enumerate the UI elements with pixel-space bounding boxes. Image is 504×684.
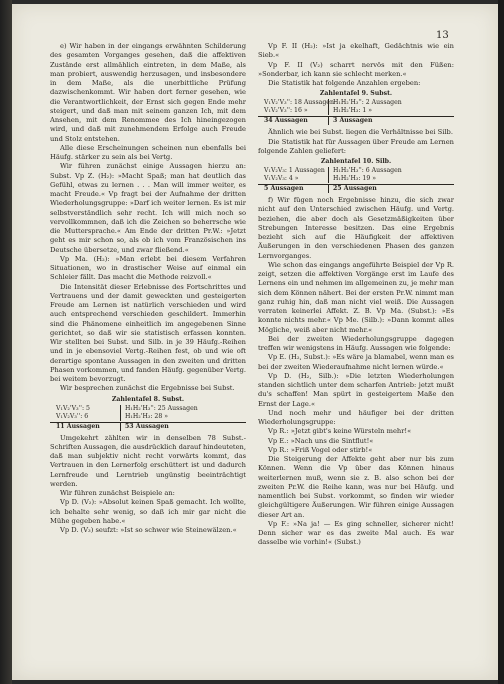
table-cell: V₁V₂V₃'': 6 (56, 412, 89, 420)
table-cell: V₁V₂'V₃'': 16 » (264, 107, 308, 115)
table-sum-row (258, 116, 454, 125)
paragraph: Wir führen zunächst Beispiele an: (60, 489, 175, 497)
paragraph: Vp E. (H₂, Subst.): »Es wäre ja blamabel, wenn man es bei der zweiten Wiederaufnahme nicht lernen würde.« (258, 353, 454, 371)
document-page (12, 4, 498, 680)
table-sum: 34 Aussagen (264, 117, 308, 125)
table-row (50, 413, 246, 421)
table-zahlentafel-10 (258, 158, 454, 193)
table-cell: H₁H₂'H₃'': 25 Aussagen (120, 405, 215, 413)
table-sum: 25 Aussagen (328, 185, 423, 193)
paragraph: Vp D. (V₃) seufzt: »Ist so schwer wie Steinewälzen.« (60, 526, 237, 534)
left-column (50, 42, 246, 535)
scan-right-edge (498, 0, 504, 684)
table-cell: H₁H₂'H₃: 19 » (328, 175, 423, 183)
table-zahlentafel-9 (258, 90, 454, 125)
table-cell: H₁H₂'H₃'': 6 Aussagen (328, 167, 423, 175)
table-cell: V₁V₂'V₃'': 18 Aussagen (264, 99, 334, 107)
table-cell: V₁V₂V₃: 4 » (264, 175, 299, 182)
table-sum: 5 Aussagen (264, 185, 304, 192)
table-row (258, 107, 454, 115)
paragraph: Vp R.: »Friß Vogel oder stirb!« (268, 445, 373, 454)
paragraph: e) Wir haben in der eingangs erwähnten Schilderung des gesamten Vorganges gesehen, daß die affektiven Zustände erst allmählich eintreten, in dem Maße, als man probiert, auswendig herzusagen, und insbesondere in dem Maße, als die unerbittliche Prüfung dazwischenkommt. Wir haben dort ferner gesehen, wie die Verantwortlichkeit, der Ernst sich gegen Ende mehr steigert, und daß man mit seinem ganzen Ich, mit dem Ansehen, mit dem Renommee des Ich hineingezogen wird, und daß mit zunehmendem Erfolge auch Freude und Stolz entstehen. (50, 42, 246, 143)
table-row (258, 167, 454, 175)
right-column (258, 42, 454, 548)
table-cell: V₁V₂V₃: 1 Aussagen (264, 167, 325, 174)
table-caption: Zahlentafel 8. Subst. (111, 395, 185, 403)
page-number: 13 (436, 30, 449, 41)
paragraph: Wir führen zunächst einige Aussagen hierzu an: Subst. Vp Z. (H₂): »Macht Spaß; man hat deutlich das Gefühl, etwas zu lernen . . . Man will immer weiter, es macht Freude.« Vp fragt bei der Aufnahme der dritten Wiederholungsgruppe: »Darf ich weiter lernen. Es ist mir selbstverständlich sehr recht. Ich will mich noch so vervollkommnen, daß ich die Zeichen so beherrsche wie die Muttersprache.« Am Ende der dritten Pr.W.: »Jetzt geht es mir schon so, als ob ich vom Französischen ins Deutsche übersetze, und zwar fließend.« (50, 162, 246, 254)
paragraph: Wie schon das eingangs angeführte Beispiel der Vp R. zeigt, setzen die affektiven Vorgänge erst im Laufe des Lernens ein und nehmen im allgemeinen zu, je mehr man sich dem Können nähert. Bei der ersten Pr.W. nimmt man ganz ruhig hin, daß man nicht viel weiß. Die Aussagen verraten keinerlei Affekt. Z. B. Vp Ma. (Subst.): »Es konnte nichts mehr.« Vp Me. (Silb.): »Dann kommt alles Mögliche, weiß aber nicht mehr.« (258, 260, 454, 334)
table-row (50, 405, 246, 413)
table-caption: Zahlentafel 9. Subst. (319, 90, 393, 98)
paragraph: f) Wir fügen noch Ergebnisse hinzu, die sich zwar nicht auf den Unterschied zwischen Häufg. und Vertg. beziehen, die aber doch als Gesetzmäßigkeiten über Strebungen Interesse besitzen. Das eine Ergebnis bezieht sich auf die Häufigkeit der affektiven Äußerungen in den verschiedenen Phasen des ganzen Lernvorganges. (258, 196, 454, 260)
paragraph: Vp F. II (V₂) scharrt nervös mit den Füßen: »Sonderbar, ich kann sie schlecht merken.« (258, 60, 454, 78)
table-cell: H₁H₂'H₃: 1 » (328, 107, 423, 115)
paragraph: Und noch mehr und häufiger bei der dritten Wiederholungsgruppe: (258, 408, 454, 426)
paragraph: Vp E.: »Nach uns die Sintflut!« (268, 436, 374, 445)
table-cell: V₁V₂'V₃'': 5 (56, 404, 90, 412)
table-sum-row (50, 422, 246, 431)
table-cell: H₁H₂'H₃'': 2 Aussagen (328, 99, 423, 107)
table-zahlentafel-8 (50, 396, 246, 431)
paragraph: Vp R.: »Jetzt gibt's keine Würsteln mehr!« (268, 427, 412, 436)
paragraph: Umgekehrt zählten wir in denselben 78 Subst.-Schriften Aussagen, die ausdrücklich darauf hindeuteten, daß man subjektiv nicht recht vorwärts kommt, das Vertrauen in den Lernerfolg erschüttert ist und dadurch Lernfreude und Lerntrieb ungünstig beeinträchtigt werden. (50, 433, 246, 488)
paragraph: Bei der zweiten Wiederholungsgruppe dagegen treffen wir wenigstens in Häufg. Aussagen wie folgende: (258, 334, 454, 352)
table-sum-row (258, 184, 454, 193)
paragraph: Vp F. II (H₂): »Ist ja ekelhaft, Gedächtnis wie ein Sieb.« (258, 42, 454, 60)
table-caption: Zahlentafel 10. Silb. (320, 158, 392, 165)
paragraph: Die Intensität dieser Erlebnisse des Fortschrittes und Vertrauens und der damit geweckten und gesteigerten Freude am Lernen ist natürlich verschieden und wird auch entsprechend verschieden geschildert. Immerhin sind die Phänomene einheitlich im angegebenen Sinne gerichtet, so daß wir sie statistisch erfassen konnten. Wir stellten bei Subst. und Silb. in je 39 Häufg.-Reihen und in je ebensoviel Vertg.-Reihen fest, ob und wie oft derartige spontane Aussagen in den zweiten und dritten Phasen vorkommen, und fanden Häufg. gegenüber Vertg. bei weitem bevorzugt. (50, 282, 246, 383)
paragraph: Vp D. (V₂): »Absolut keinen Spaß gemacht. Ich wollte, ich behalte sehr wenig, so daß ich mir gar nicht die Mühe gegeben habe.« (50, 498, 246, 525)
scan-binding-edge (0, 0, 12, 684)
table-cell: H₁H₂'H₃: 28 » (120, 413, 215, 421)
table-sum: 11 Aussagen (56, 422, 100, 430)
table-sum: 53 Aussagen (120, 423, 215, 431)
paragraph: Ähnlich wie bei Subst. liegen die Verhältnisse bei Silb. (268, 128, 453, 137)
paragraph: Vp Ma. (H₂): »Man erlebt bei diesem Verfahren Situationen, wo in drastischer Weise auf einmal ein Schleier fällt. Das macht die Methode reizvoll.« (50, 254, 246, 282)
paragraph: Die Steigerung der Affekte geht aber nur bis zum Können. Wenn die Vp über das Können hinaus weiterlernen muß, wenn sie z. B. also schon bei der zweiten Pr.W. die Reihe kann, was nur bei Häufg. und namentlich bei Subst. vorkommt, so finden wir wieder gleichgültigere Äußerungen. Wir führen einige Aussagen dieser Art an. (258, 455, 454, 519)
table-row (258, 175, 454, 183)
paragraph: Alle diese Erscheinungen scheinen nun ebenfalls bei Häufg. stärker zu sein als bei Vertg. (50, 143, 246, 161)
table-row (258, 99, 454, 107)
paragraph: Vp D. (H₂, Silb.): »Die letzten Wiederholungen standen sichtlich unter dem scharfen Antrieb: jetzt mußt du's schaffen! Man spürt in gesteigertem Maße den Ernst der Lage.« (258, 371, 454, 408)
paragraph: Die Statistik hat folgende Anzahlen ergeben: (268, 79, 421, 87)
paragraph: Wir besprechen zunächst die Ergebnisse bei Subst. (60, 384, 235, 393)
paragraph: Vp F.: »Na ja! — Es ging schneller, sicherer nicht! Denn sicher war es das zweite Mal auch. Es war dasselbe wie vorhin!« (Subst.) (258, 519, 454, 547)
table-sum: 3 Aussagen (328, 117, 423, 125)
paragraph: Die Statistik hat für Aussagen über Freude am Lernen folgende Zahlen geliefert: (258, 137, 454, 155)
